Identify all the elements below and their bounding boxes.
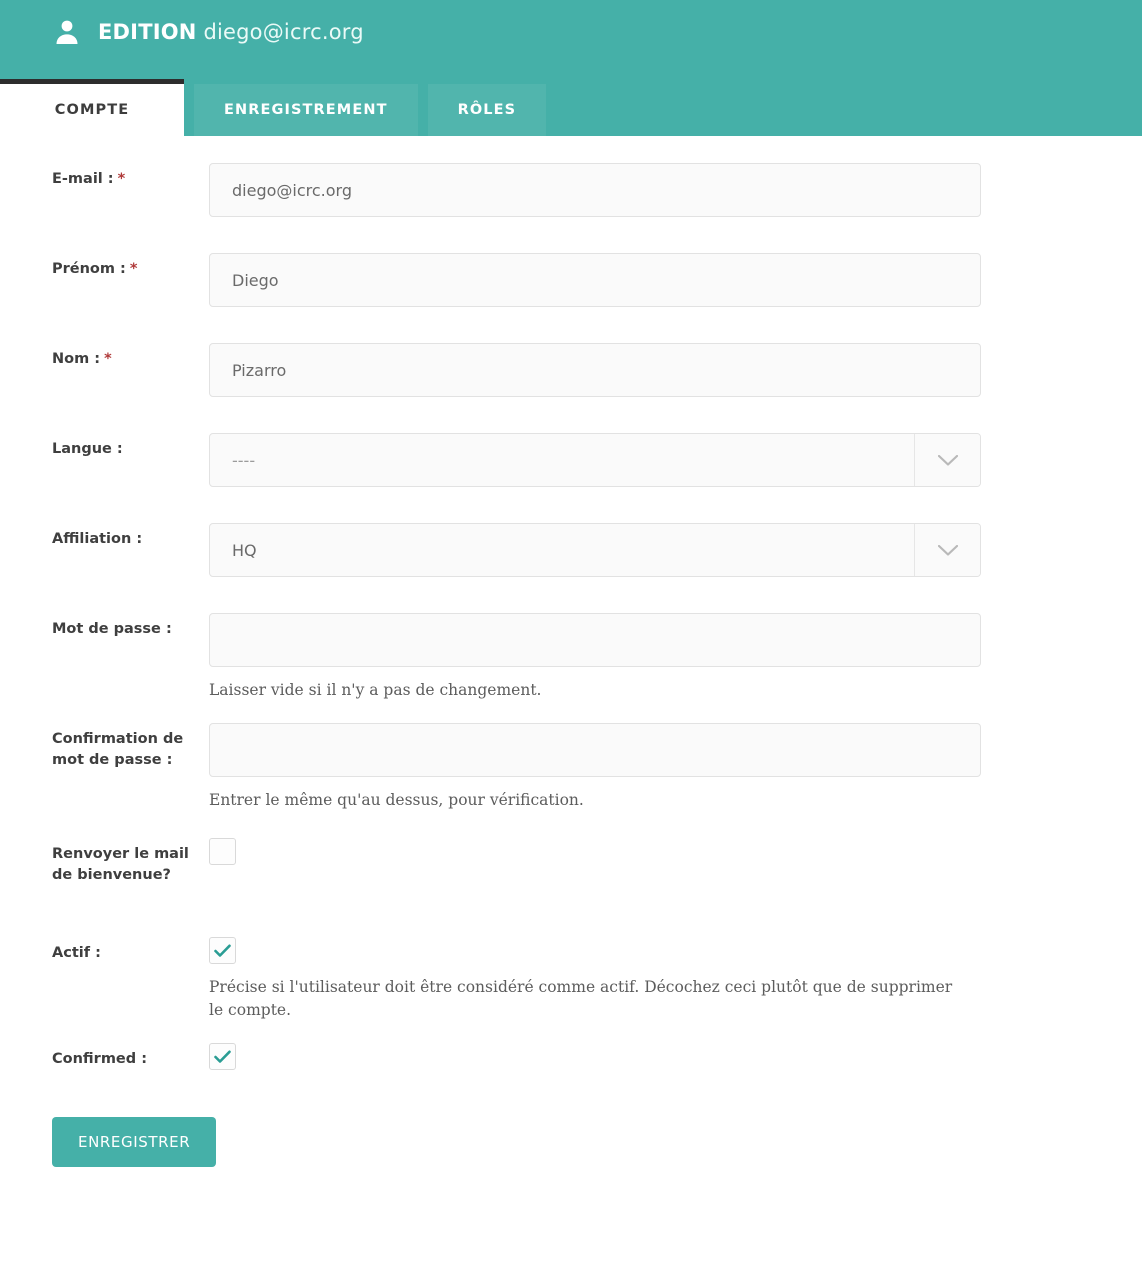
firstname-required-marker: * <box>129 261 138 277</box>
language-label: Langue : <box>52 441 123 457</box>
tab-compte[interactable] <box>0 79 184 136</box>
save-button[interactable]: ENREGISTRER <box>52 1117 216 1167</box>
tab-roles-label: RÔLES <box>457 102 517 118</box>
tab-enregistrement-label: ENREGISTREMENT <box>224 102 388 118</box>
lastname-label <box>52 343 209 370</box>
password-confirm-input[interactable] <box>209 723 981 777</box>
user-icon <box>52 17 82 47</box>
resend-welcome-label: Renvoyer le mail de bienvenue? <box>52 845 189 883</box>
resend-welcome-checkbox[interactable] <box>209 838 236 865</box>
affiliation-field-wrap <box>209 523 981 577</box>
chevron-down-icon[interactable] <box>914 524 980 576</box>
language-select-value: ---- <box>232 450 256 470</box>
field-row-firstname <box>0 253 1142 307</box>
firstname-label-text: Prénom : <box>52 261 126 277</box>
field-row-password <box>0 613 1142 701</box>
page-title <box>98 20 364 44</box>
field-row-email <box>0 163 1142 217</box>
affiliation-select-value: HQ <box>232 540 257 560</box>
email-input[interactable]: diego@icrc.org <box>209 163 981 217</box>
email-field-wrap <box>209 163 981 217</box>
tab-enregistrement[interactable] <box>194 84 418 136</box>
resend-welcome-field-wrap <box>209 838 981 869</box>
tab-bar <box>0 64 1142 136</box>
active-checkbox[interactable] <box>209 937 236 964</box>
field-row-affiliation <box>0 523 1142 577</box>
tab-roles[interactable] <box>428 84 547 136</box>
password-field-wrap <box>209 613 981 701</box>
active-field-wrap <box>209 937 981 1021</box>
field-row-language <box>0 433 1142 487</box>
language-select[interactable] <box>209 433 981 487</box>
page-title-strong: EDITION <box>98 20 197 44</box>
password-help-text: Laisser vide si il n'y a pas de changement. <box>209 681 542 699</box>
affiliation-label: Affiliation : <box>52 531 143 547</box>
password-confirm-field-wrap <box>209 723 981 811</box>
field-row-resend-welcome <box>0 838 1142 885</box>
firstname-input[interactable]: Diego <box>209 253 981 307</box>
email-required-marker: * <box>117 171 126 187</box>
active-label: Actif : <box>52 945 101 962</box>
confirmed-label: Confirmed : <box>52 1051 147 1068</box>
app-header <box>0 0 1142 64</box>
email-label-text: E-mail : <box>52 171 114 187</box>
lastname-required-marker: * <box>104 351 112 367</box>
field-row-active <box>0 937 1142 1021</box>
firstname-label <box>52 253 209 280</box>
lastname-input[interactable]: Pizarro <box>209 343 981 397</box>
password-input[interactable] <box>209 613 981 667</box>
active-help-text: Précise si l'utilisateur doit être considéré comme actif. Décochez ceci plutôt que de supprimer le compte. <box>209 978 953 1019</box>
password-label: Mot de passe : <box>52 621 172 637</box>
lastname-label-text: Nom : <box>52 351 101 367</box>
password-confirm-help-text: Entrer le même qu'au dessus, pour vérification. <box>209 791 584 810</box>
language-field-wrap <box>209 433 981 487</box>
page-title-email: diego@icrc.org <box>203 20 364 44</box>
account-form <box>0 163 1142 1167</box>
confirmed-checkbox[interactable] <box>209 1043 236 1070</box>
chevron-down-icon[interactable] <box>914 434 980 486</box>
lastname-field-wrap <box>209 343 981 397</box>
field-row-lastname <box>0 343 1142 397</box>
field-row-password-confirm <box>0 723 1142 811</box>
firstname-field-wrap <box>209 253 981 307</box>
field-row-confirmed <box>0 1043 1142 1070</box>
affiliation-select[interactable] <box>209 523 981 577</box>
confirmed-field-wrap <box>209 1043 981 1070</box>
email-label <box>52 163 209 190</box>
password-confirm-label: Confirmation de mot de passe : <box>52 731 184 769</box>
tab-compte-label: COMPTE <box>54 102 130 118</box>
